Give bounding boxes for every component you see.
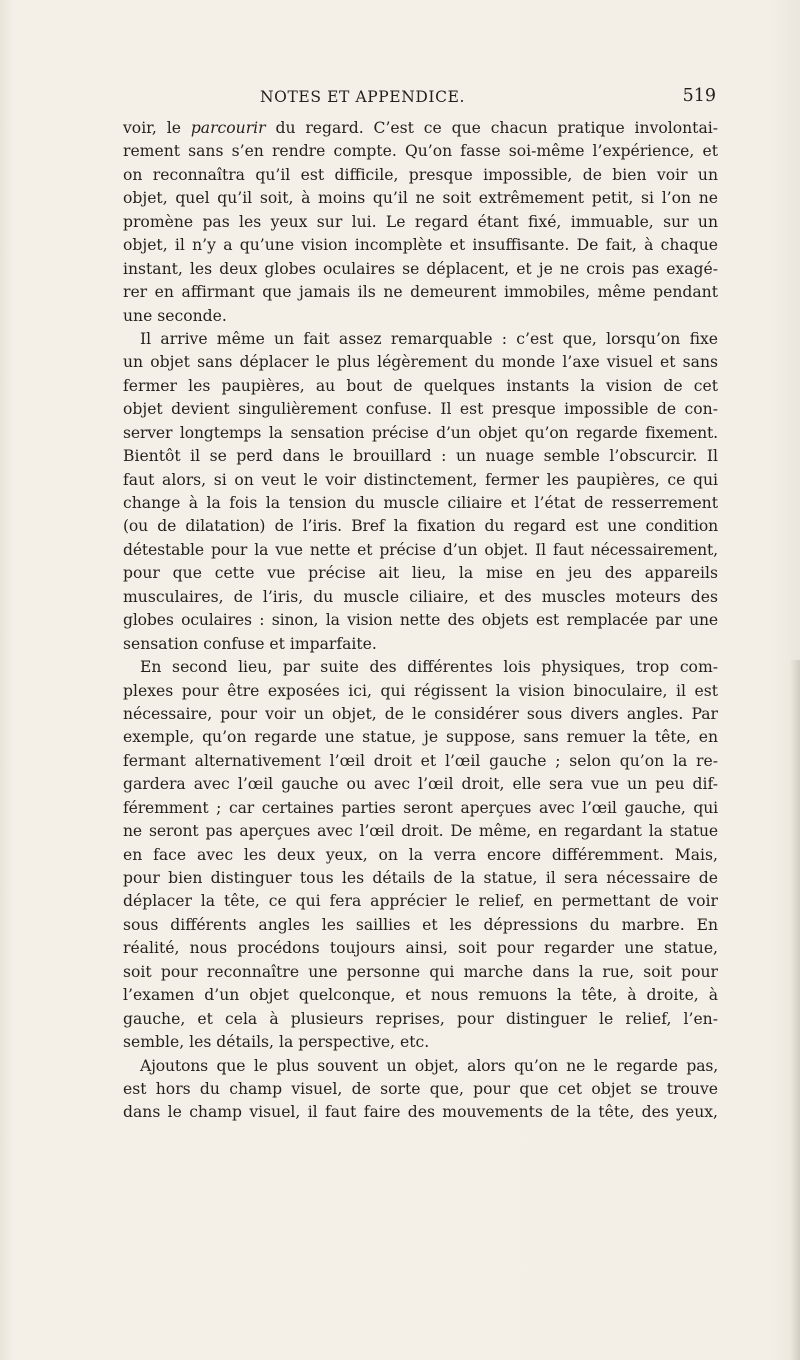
- paragraph-start-line: En second lieu, par suite des différentes lois physiques, trop com-: [140, 658, 718, 677]
- paragraph-start-line: Ajoutons que le plus souvent un objet, alors qu’on ne le regarde pas,: [140, 1056, 718, 1075]
- paragraph-end-line: une seconde.: [123, 306, 227, 325]
- text-line: instant, les deux globes oculaires se déplacent, et je ne crois pas exagé-: [123, 259, 718, 278]
- text-run: voir, le: [123, 119, 191, 137]
- emphasized-word: parcourir: [190, 119, 266, 137]
- text-line: un objet sans déplacer le plus légèrement du monde l’axe visuel et sans: [123, 353, 718, 372]
- text-line: en face avec les deux yeux, on la verra encore différemment. Mais,: [123, 845, 718, 864]
- page-number: 519: [682, 86, 716, 106]
- text-line: soit pour reconnaître une personne qui marche dans la rue, soit pour: [123, 962, 718, 981]
- text-run: du regard. C’est ce que chacun pratique involontai-: [265, 119, 719, 137]
- text-line: faut alors, si on veut le voir distinctement, fermer les paupières, ce qui: [123, 470, 718, 489]
- text-line: rer en affirmant que jamais ils ne demeurent immobiles, même pendant: [123, 283, 718, 302]
- text-line: plexes pour être exposées ici, qui régissent la vision binoculaire, il est: [123, 681, 718, 700]
- text-line: exemple, qu’on regarde une statue, je suppose, sans remuer la tête, en: [123, 728, 718, 747]
- text-line: réalité, nous procédons toujours ainsi, soit pour regarder une statue,: [123, 939, 718, 958]
- body-text: [123, 117, 718, 1125]
- text-line: fermant alternativement l’œil droit et l’œil gauche ; selon qu’on la re-: [123, 751, 718, 770]
- text-line: on reconnaîtra qu’il est difficile, presque impossible, de bien voir un: [123, 165, 718, 184]
- text-line: féremment ; car certaines parties seront aperçues avec l’œil gauche, qui: [123, 798, 718, 817]
- text-line: objet, il n’y a qu’une vision incomplète et insuffisante. De fait, à chaque: [123, 236, 718, 255]
- text-line: objet, quel qu’il soit, à moins qu’il ne soit extrêmement petit, si l’on ne: [123, 189, 718, 208]
- text-line: est hors du champ visuel, de sorte que, pour que cet objet se trouve: [123, 1079, 718, 1098]
- text-line: détestable pour la vue nette et précise d’un objet. Il faut nécessairement,: [123, 540, 718, 559]
- text-line: pour que cette vue précise ait lieu, la mise en jeu des appareils: [123, 564, 718, 583]
- paragraph-start-line: Il arrive même un fait assez remarquable : c’est que, lorsqu’on fixe: [140, 329, 718, 348]
- text-line: Bientôt il se perd dans le brouillard : un nuage semble l’obscurcir. Il: [123, 447, 718, 466]
- text-line: déplacer la tête, ce qui fera apprécier le relief, en permettant de voir: [123, 892, 718, 911]
- running-head: NOTES ET APPENDICE.: [260, 88, 466, 106]
- text-line: (ou de dilatation) de l’iris. Bref la fixation du regard est une condition: [123, 517, 718, 536]
- text-line: nécessaire, pour voir un objet, de le considérer sous divers angles. Par: [123, 704, 718, 723]
- text-line: pour bien distinguer tous les détails de la statue, il sera nécessaire de: [123, 869, 718, 887]
- paragraph-end-line: semble, les détails, la perspective, etc.: [123, 1033, 430, 1052]
- text-line: sous différents angles les saillies et les dépressions du marbre. En: [123, 915, 718, 934]
- text-line: musculaires, de l’iris, du muscle ciliaire, et des muscles moteurs des: [123, 587, 718, 606]
- text-line: objet devient singulièrement confuse. Il est presque impossible de con-: [123, 400, 718, 419]
- text-line-1: [123, 117, 718, 140]
- text-line: server longtemps la sensation précise d’un objet qu’on regarde fixement.: [123, 423, 718, 442]
- text-line: dans le champ visuel, il faut faire des mouvements de la tête, des yeux,: [123, 1103, 718, 1122]
- page-header: [123, 86, 718, 110]
- text-line: promène pas les yeux sur lui. Le regard étant fixé, immuable, sur un: [123, 212, 718, 231]
- text-line: globes oculaires : sinon, la vision nette des objets est remplacée par une: [123, 611, 718, 630]
- paragraph-end-line: sensation confuse et imparfaite.: [123, 634, 377, 653]
- text-line: change à la fois la tension du muscle ciliaire et l’état de resserrement: [123, 494, 718, 512]
- text-line: ne seront pas aperçues avec l’œil droit. De même, en regardant la statue: [123, 822, 718, 841]
- text-line: rement sans s’en rendre compte. Qu’on fasse soi-même l’expérience, et: [123, 142, 718, 161]
- text-line: gauche, et cela à plusieurs reprises, pour distinguer le relief, l’en-: [123, 1009, 718, 1028]
- text-line: fermer les paupières, au bout de quelques instants la vision de cet: [123, 376, 718, 395]
- text-line: gardera avec l’œil gauche ou avec l’œil droit, elle sera vue un peu dif-: [123, 775, 718, 794]
- text-line: l’examen d’un objet quelconque, et nous remuons la tête, à droite, à: [123, 986, 718, 1005]
- page-edge-shadow: [790, 660, 800, 1360]
